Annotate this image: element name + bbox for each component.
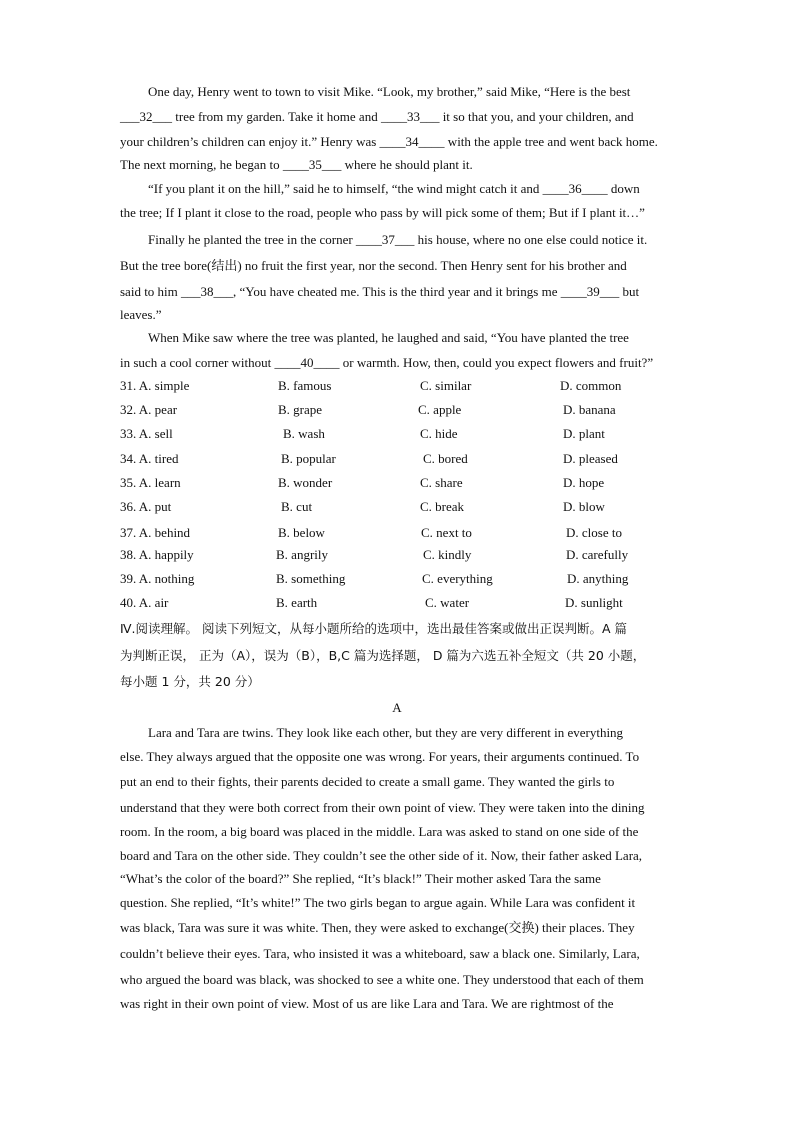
option-b: B. cut [281,499,313,514]
passage-line: understand that they were both correct from their own point of view. They were taken into the dining [120,800,645,815]
option-b: B. wash [283,426,325,441]
option-b: B. angrily [276,547,328,562]
option-d: D. common [560,378,622,393]
cloze-line: One day, Henry went to town to visit Mike. “Look, my brother,” said Mike, “Here is the best [148,84,631,99]
cloze-line: in such a cool corner without ____40____ or warmth. How, then, could you expect flowers and fruit?” [120,355,654,370]
option-c: C. hide [420,426,458,441]
option-row [120,451,680,467]
passage-line: room. In the room, a big board was placed in the middle. Lara was asked to stand on one side of the [120,824,639,839]
option-d: D. hope [563,475,605,490]
option-b: B. famous [278,378,332,393]
option-d: D. plant [563,426,605,441]
option-a: 40. A. air [120,595,169,610]
option-d: D. close to [566,525,622,540]
option-a: 33. A. sell [120,426,173,441]
option-c: C. bored [423,451,468,466]
option-a: 32. A. pear [120,402,178,417]
cloze-line: leaves.” [120,307,162,322]
passage-line: Lara and Tara are twins. They look like each other, but they are very different in everything [148,725,624,740]
option-d: D. blow [563,499,605,514]
option-a: 34. A. tired [120,451,179,466]
cloze-line: said to him ___38___, “You have cheated me. This is the third year and it brings me ____39___ but [120,284,640,299]
option-row [120,378,680,394]
passage-line: couldn’t believe their eyes. Tara, who insisted it was a whiteboard, saw a black one. Similarly, Lara, [120,946,640,961]
passage-line: board and Tara on the other side. They couldn’t see the other side of it. Now, their father asked Lara, [120,848,643,863]
passage-heading: A [392,700,402,715]
option-a: 39. A. nothing [120,571,195,586]
option-c: C. share [420,475,463,490]
cloze-line: But the tree bore(结出) no fruit the first year, nor the second. Then Henry sent for his brother and [120,258,627,273]
option-row [120,402,680,418]
passage-line: was black, Tara was sure it was white. Then, they were asked to exchange(交换) their places. They [120,920,635,935]
option-d: D. sunlight [565,595,623,610]
option-a: 37. A. behind [120,525,191,540]
cloze-line: the tree; If I plant it close to the road, people who pass by will pick some of them; But if I plant it…” [120,205,645,220]
option-d: D. banana [563,402,616,417]
passage-line: “What’s the color of the board?” She replied, “It’s black!” Their mother asked Tara the same [120,871,601,886]
option-b: B. wonder [278,475,333,490]
passage-line: else. They always argued that the opposite one was wrong. For years, their arguments continued. To [120,749,640,764]
option-d: D. carefully [566,547,629,562]
option-a: 31. A. simple [120,378,190,393]
option-b: B. below [278,525,325,540]
option-a: 36. A. put [120,499,172,514]
option-row [120,475,680,491]
option-c: C. kindly [423,547,472,562]
cloze-line: When Mike saw where the tree was planted, he laughed and said, “You have planted the tree [148,330,629,345]
passage-line: was right in their own point of view. Most of us are like Lara and Tara. We are rightmost of the [120,996,614,1011]
option-b: B. grape [278,402,323,417]
option-d: D. pleased [563,451,618,466]
cloze-line: ___32___ tree from my garden. Take it home and ____33___ it so that you, and your children, and [120,109,634,124]
option-c: C. similar [420,378,472,393]
instruction-line: Ⅳ.阅读理解。 阅读下列短文，从每小题所给的选项中，选出最佳答案或做出正误判断。A 篇 [120,621,628,636]
option-c: C. next to [421,525,472,540]
option-row [120,499,680,515]
option-c: C. water [425,595,470,610]
cloze-line: your children’s children can enjoy it.” Henry was ____34____ with the apple tree and went back home. [120,134,658,149]
cloze-line: “If you plant it on the hill,” said he to himself, “the wind might catch it and ____36____ down [148,181,640,196]
option-c: C. apple [418,402,462,417]
cloze-line: The next morning, he began to ____35___ where he should plant it. [120,157,473,172]
option-d: D. anything [567,571,629,586]
option-row [120,595,680,611]
passage-line: put an end to their fights, their parents decided to create a small game. They wanted the girls to [120,774,615,789]
cloze-line: Finally he planted the tree in the corner ____37___ his house, where no one else could notice it. [148,232,648,247]
instruction-line: 为判断正误， 正为（A），误为（B），B,C 篇为选择题， D 篇为六选五补全短文（共 20 小题， [120,648,646,663]
option-a: 38. A. happily [120,547,194,562]
option-row [120,426,680,442]
option-row [120,525,680,541]
option-c: C. everything [422,571,493,586]
passage-line: question. She replied, “It’s white!” The two girls began to argue again. While Lara was confident it [120,895,636,910]
option-a: 35. A. learn [120,475,181,490]
option-row [120,547,680,563]
option-b: B. earth [276,595,318,610]
option-row [120,571,680,587]
passage-line: who argued the board was black, was shocked to see a white one. They understood that each of them [120,972,644,987]
instruction-line: 每小题 1 分，共 20 分） [120,674,260,689]
option-c: C. break [420,499,465,514]
option-b: B. something [276,571,346,586]
option-b: B. popular [281,451,336,466]
